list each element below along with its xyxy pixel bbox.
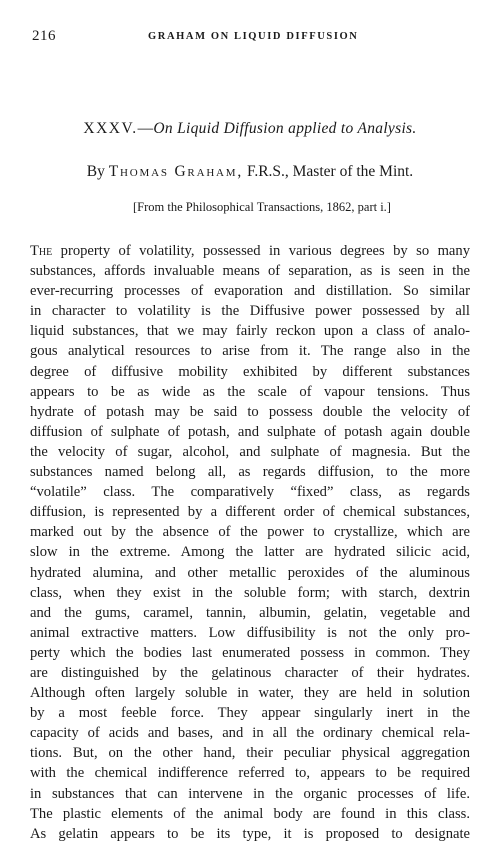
- text-line: The plastic elements of the animal body are found in this class.: [30, 805, 470, 822]
- text-line: slow in the extreme. Among the latter are hydrated silicic acid,: [30, 544, 470, 561]
- book-page: [30, 28, 470, 844]
- byline: [30, 163, 470, 181]
- page-number: 216: [32, 28, 56, 44]
- title-dash: —: [137, 120, 154, 137]
- text-line: diffusion, is represented by a different order of chemical substances,: [30, 504, 470, 521]
- source-note: [From the Philosophical Transactions, 1862, part i.]: [133, 200, 391, 214]
- byline-suffix: F.R.S., Master of the Mint.: [246, 163, 414, 180]
- running-head: [30, 28, 470, 50]
- running-title: GRAHAM ON LIQUID DIFFUSION: [148, 31, 359, 42]
- text-line: diffusion of sulphate of potash, and sulphate of potash again double: [30, 423, 470, 440]
- text-line: The property of volatility, possessed in various degrees by so many: [30, 243, 470, 259]
- lead-word: The: [30, 243, 53, 259]
- text-line: substances named belong all, as regards diffusion, to the more: [30, 464, 470, 481]
- text-line: in character to volatility is the Diffusive power possessed by all: [30, 303, 470, 320]
- text-line: marked out by the absence of the power to crystallize, which are: [30, 524, 470, 541]
- text-line: in substances that can intervene in the organic processes of life.: [30, 785, 470, 802]
- text-line: liquid substances, that we may fairly reckon upon a class of analo-: [30, 323, 470, 340]
- text-line: animal extractive matters. Low diffusibility is not the only pro-: [30, 624, 470, 641]
- text-line: substances, affords invaluable means of separation, as is seen in the: [30, 263, 470, 280]
- text-line: As gelatin appears to be its type, it is proposed to designate: [30, 825, 470, 842]
- text-line: Although often largely soluble in water, they are held in solution: [30, 685, 470, 702]
- text-line: with the chemical indifference referred to, appears to be required: [30, 765, 470, 782]
- text-line: ever-recurring processes of evaporation and distillation. So similar: [30, 283, 470, 300]
- text-line: gous analytical resources to arise from it. The range also in the: [30, 343, 470, 360]
- text-line: are distinguished by the gelatinous character of their hydrates.: [30, 664, 470, 681]
- text-line: perty which the bodies last enumerated possess in common. They: [30, 644, 470, 661]
- text-line: hydrate of potash may be said to possess double the velocity of: [30, 403, 470, 420]
- author-name: Thomas Graham,: [108, 163, 244, 180]
- article-title-text: On Liquid Diffusion applied to Analysis.: [153, 120, 417, 137]
- text-line: capacity of acids and bases, and in all the ordinary chemical rela-: [30, 725, 470, 742]
- text-line: degree of diffusive mobility exhibited by different substances: [30, 363, 470, 380]
- text-line: the velocity of sugar, alcohol, and sulphate of magnesia. But the: [30, 443, 470, 460]
- body-paragraph: [30, 241, 470, 844]
- text-line: class, when they exist in the soluble form; with starch, dextrin: [30, 584, 470, 601]
- article-number: XXXV.: [83, 120, 138, 137]
- byline-prefix: By: [86, 163, 105, 180]
- text-line: appears to be as wide as the scale of vapour tensions. Thus: [30, 383, 470, 400]
- text-line: “volatile” class. The comparatively “fixed” class, as regards: [30, 484, 470, 501]
- text-line: tions. But, on the other hand, their peculiar physical aggregation: [30, 745, 470, 762]
- article-title: [30, 120, 470, 138]
- text-line: by a most feeble force. They appear singularly inert in the: [30, 705, 470, 722]
- text-line: and the gums, caramel, tannin, albumin, gelatin, vegetable and: [30, 604, 470, 621]
- text-line: hydrated alumina, and other metallic peroxides of the aluminous: [30, 564, 470, 581]
